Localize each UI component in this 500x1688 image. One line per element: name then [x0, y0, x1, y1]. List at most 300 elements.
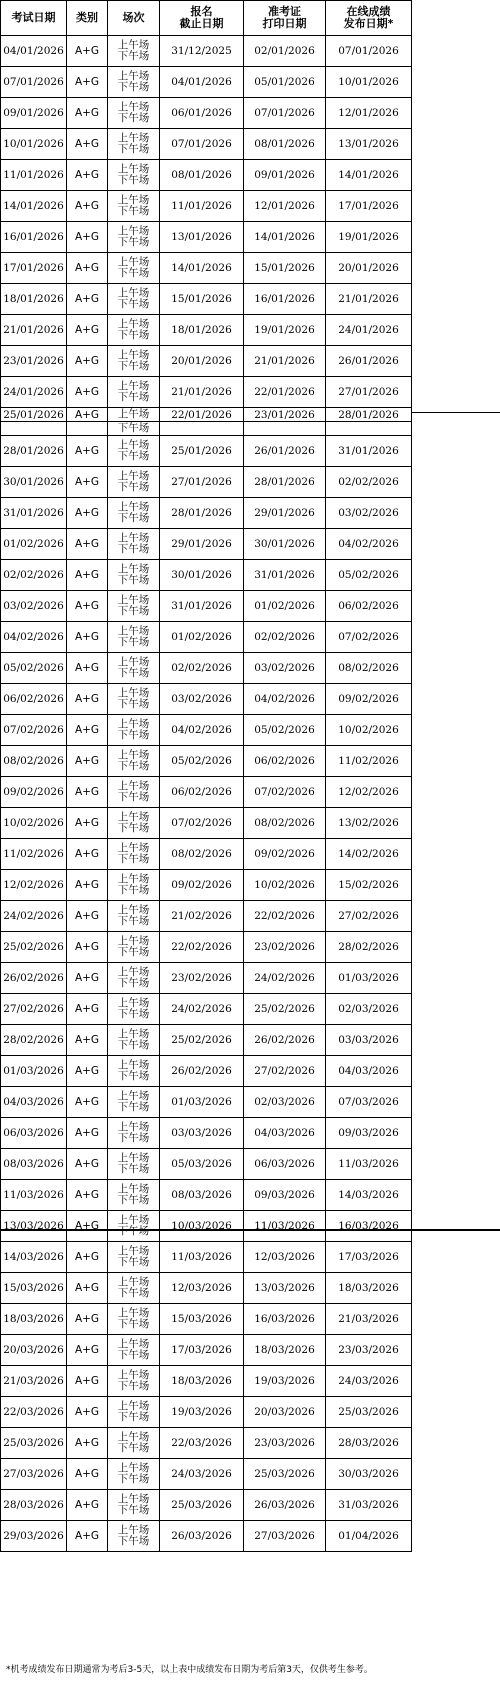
empty-cell	[326, 422, 412, 436]
session-am: 上午场	[117, 935, 150, 947]
table-row	[1, 1118, 412, 1149]
results-date-cell: 04/03/2026	[326, 1056, 412, 1087]
registration-deadline-cell: 27/01/2026	[160, 467, 244, 498]
table-row	[1, 560, 412, 591]
table-header-row	[1, 1, 412, 36]
session-cell	[108, 1149, 160, 1180]
exam-date-cell: 27/02/2026	[1, 994, 67, 1025]
admission-ticket-date-cell: 26/03/2026	[244, 1490, 326, 1521]
session-pm: 下午场	[117, 1504, 150, 1516]
table-row	[1, 808, 412, 839]
session-cell	[108, 1242, 160, 1273]
registration-deadline-cell: 08/02/2026	[160, 839, 244, 870]
table-row	[1, 1428, 412, 1459]
results-date-cell: 19/01/2026	[326, 222, 412, 253]
exam-date-cell: 14/03/2026	[1, 1242, 67, 1273]
header-line: 报名	[190, 5, 213, 18]
exam-date-cell: 20/03/2026	[1, 1335, 67, 1366]
results-date-cell: 13/02/2026	[326, 808, 412, 839]
results-date-cell: 21/01/2026	[326, 284, 412, 315]
table-row	[1, 191, 412, 222]
exam-date-cell: 18/01/2026	[1, 284, 67, 315]
exam-date-cell: 13/03/2026	[1, 1211, 67, 1242]
session-pm: 下午场	[117, 1473, 150, 1485]
session-cell	[108, 36, 160, 67]
admission-ticket-date-cell: 30/01/2026	[244, 529, 326, 560]
session-cell	[108, 1025, 160, 1056]
results-date-cell: 10/01/2026	[326, 67, 412, 98]
results-date-cell: 03/03/2026	[326, 1025, 412, 1056]
session-am: 上午场	[117, 225, 150, 237]
header-line: 截止日期	[179, 17, 224, 30]
registration-deadline-cell: 04/01/2026	[160, 67, 244, 98]
admission-ticket-date-cell: 04/03/2026	[244, 1118, 326, 1149]
category-cell: A+G	[67, 98, 108, 129]
results-date-cell: 25/03/2026	[326, 1397, 412, 1428]
exam-date-cell: 01/03/2026	[1, 1056, 67, 1087]
session-am: 上午场	[117, 163, 150, 175]
session-cell	[108, 994, 160, 1025]
exam-date-cell: 26/02/2026	[1, 963, 67, 994]
session-pm: 下午场	[117, 1225, 150, 1237]
exam-date-cell: 04/01/2026	[1, 36, 67, 67]
table-row	[1, 653, 412, 684]
registration-deadline-cell: 28/01/2026	[160, 498, 244, 529]
category-cell: A+G	[67, 684, 108, 715]
session-am: 上午场	[117, 70, 150, 82]
category-cell: A+G	[67, 560, 108, 591]
table-row	[1, 36, 412, 67]
admission-ticket-date-cell: 06/03/2026	[244, 1149, 326, 1180]
results-date-cell: 27/01/2026	[326, 377, 412, 408]
category-cell: A+G	[67, 1304, 108, 1335]
session-pm: 下午场	[117, 1535, 150, 1547]
category-cell: A+G	[67, 591, 108, 622]
table-row	[1, 1087, 412, 1118]
registration-deadline-cell: 05/03/2026	[160, 1149, 244, 1180]
session-am: 上午场	[117, 749, 150, 761]
exam-date-cell: 28/02/2026	[1, 1025, 67, 1056]
header-line: 发布日期*	[343, 17, 394, 30]
table-row	[1, 1459, 412, 1490]
session-am: 上午场	[117, 873, 150, 885]
admission-ticket-date-cell: 09/02/2026	[244, 839, 326, 870]
registration-deadline-cell: 30/01/2026	[160, 560, 244, 591]
session-cell	[108, 408, 160, 422]
session-pm: 下午场	[117, 1101, 150, 1113]
results-date-cell: 10/02/2026	[326, 715, 412, 746]
session-cell	[108, 1335, 160, 1366]
session-pm: 下午场	[117, 481, 150, 493]
session-am: 上午场	[117, 1462, 150, 1474]
session-cell	[108, 1118, 160, 1149]
session-cell	[108, 222, 160, 253]
category-cell: A+G	[67, 777, 108, 808]
category-cell: A+G	[67, 1428, 108, 1459]
registration-deadline-cell: 11/03/2026	[160, 1242, 244, 1273]
results-date-cell: 17/03/2026	[326, 1242, 412, 1273]
exam-date-cell: 04/02/2026	[1, 622, 67, 653]
session-cell	[108, 1521, 160, 1552]
session-am: 上午场	[117, 997, 150, 1009]
admission-ticket-date-cell: 23/02/2026	[244, 932, 326, 963]
category-cell: A+G	[67, 67, 108, 98]
results-date-cell: 31/03/2026	[326, 1490, 412, 1521]
table-row	[1, 870, 412, 901]
category-cell: A+G	[67, 901, 108, 932]
session-pm: 下午场	[117, 915, 150, 927]
table-row	[1, 529, 412, 560]
table-row	[1, 1273, 412, 1304]
session-pm: 下午场	[117, 1256, 150, 1268]
exam-date-cell: 22/03/2026	[1, 1397, 67, 1428]
session-cell	[108, 901, 160, 932]
table-row-continuation	[1, 422, 412, 436]
results-date-cell: 02/03/2026	[326, 994, 412, 1025]
results-date-cell: 21/03/2026	[326, 1304, 412, 1335]
empty-cell	[1, 422, 67, 436]
admission-ticket-date-cell: 16/01/2026	[244, 284, 326, 315]
header-line: 准考证	[268, 5, 301, 18]
registration-deadline-cell: 22/01/2026	[160, 408, 244, 422]
session-pm: 下午场	[117, 298, 150, 310]
exam-date-cell: 11/03/2026	[1, 1180, 67, 1211]
registration-deadline-cell: 26/03/2026	[160, 1521, 244, 1552]
exam-date-cell: 11/02/2026	[1, 839, 67, 870]
category-cell: A+G	[67, 994, 108, 1025]
admission-ticket-date-cell: 29/01/2026	[244, 498, 326, 529]
admission-ticket-date-cell: 07/02/2026	[244, 777, 326, 808]
admission-ticket-date-cell: 22/01/2026	[244, 377, 326, 408]
session-cell	[108, 529, 160, 560]
results-date-cell: 06/02/2026	[326, 591, 412, 622]
header-registration-deadline	[160, 1, 244, 36]
session-cell	[108, 808, 160, 839]
empty-cell	[67, 422, 108, 436]
exam-date-cell: 03/02/2026	[1, 591, 67, 622]
session-pm: 下午场	[117, 267, 150, 279]
admission-ticket-date-cell: 21/01/2026	[244, 346, 326, 377]
registration-deadline-cell: 07/02/2026	[160, 808, 244, 839]
session-pm: 下午场	[117, 1039, 150, 1051]
session-cell	[108, 684, 160, 715]
session-pm: 下午场	[117, 1194, 150, 1206]
session-am: 上午场	[117, 811, 150, 823]
session-cell	[108, 129, 160, 160]
session-cell	[108, 191, 160, 222]
session-am: 上午场	[117, 1183, 150, 1195]
session-am: 上午场	[117, 1214, 150, 1226]
exam-date-cell: 25/03/2026	[1, 1428, 67, 1459]
admission-ticket-date-cell: 05/01/2026	[244, 67, 326, 98]
session-pm: 下午场	[117, 1008, 150, 1020]
session-am: 上午场	[117, 194, 150, 206]
session-pm: 下午场	[117, 1070, 150, 1082]
session-pm: 下午场	[117, 977, 150, 989]
admission-ticket-date-cell: 02/03/2026	[244, 1087, 326, 1118]
registration-deadline-cell: 06/01/2026	[160, 98, 244, 129]
registration-deadline-cell: 07/01/2026	[160, 129, 244, 160]
exam-date-cell: 21/01/2026	[1, 315, 67, 346]
session-pm: 下午场	[117, 50, 150, 62]
category-cell: A+G	[67, 129, 108, 160]
results-date-cell: 12/01/2026	[326, 98, 412, 129]
session-am: 上午场	[117, 380, 150, 392]
session-cell	[108, 591, 160, 622]
results-date-cell: 07/01/2026	[326, 36, 412, 67]
results-date-cell: 24/03/2026	[326, 1366, 412, 1397]
results-date-cell: 12/02/2026	[326, 777, 412, 808]
header-online-results-date	[326, 1, 412, 36]
admission-ticket-date-cell: 28/01/2026	[244, 467, 326, 498]
session-pm: 下午场	[117, 636, 150, 648]
admission-ticket-date-cell: 16/03/2026	[244, 1304, 326, 1335]
session-am: 上午场	[117, 101, 150, 113]
session-pm: 下午场	[117, 543, 150, 555]
exam-date-cell: 16/01/2026	[1, 222, 67, 253]
exam-date-cell: 30/01/2026	[1, 467, 67, 498]
table-row	[1, 1490, 412, 1521]
results-date-cell: 09/03/2026	[326, 1118, 412, 1149]
admission-ticket-date-cell: 24/02/2026	[244, 963, 326, 994]
results-date-cell: 01/03/2026	[326, 963, 412, 994]
category-cell: A+G	[67, 529, 108, 560]
session-cell	[108, 98, 160, 129]
session-am: 上午场	[117, 256, 150, 268]
session-pm: 下午场	[117, 1380, 150, 1392]
session-pm: 下午场	[117, 698, 150, 710]
session-cell	[108, 1087, 160, 1118]
registration-deadline-cell: 19/03/2026	[160, 1397, 244, 1428]
exam-date-cell: 07/02/2026	[1, 715, 67, 746]
registration-deadline-cell: 20/01/2026	[160, 346, 244, 377]
results-date-cell: 27/02/2026	[326, 901, 412, 932]
registration-deadline-cell: 15/03/2026	[160, 1304, 244, 1335]
exam-date-cell: 10/01/2026	[1, 129, 67, 160]
registration-deadline-cell: 25/02/2026	[160, 1025, 244, 1056]
session-cell	[108, 1273, 160, 1304]
session-cell	[108, 653, 160, 684]
registration-deadline-cell: 24/02/2026	[160, 994, 244, 1025]
session-pm: 下午场	[117, 1287, 150, 1299]
admission-ticket-date-cell: 22/02/2026	[244, 901, 326, 932]
session-cell	[108, 932, 160, 963]
admission-ticket-date-cell: 19/01/2026	[244, 315, 326, 346]
session-cell	[108, 377, 160, 408]
table-row	[1, 222, 412, 253]
admission-ticket-date-cell: 12/03/2026	[244, 1242, 326, 1273]
results-date-cell: 28/01/2026	[326, 408, 412, 422]
exam-date-cell: 10/02/2026	[1, 808, 67, 839]
session-pm: 下午场	[117, 360, 150, 372]
results-date-cell: 02/02/2026	[326, 467, 412, 498]
session-am: 上午场	[117, 132, 150, 144]
exam-date-cell: 18/03/2026	[1, 1304, 67, 1335]
table-row	[1, 377, 412, 408]
table-row	[1, 622, 412, 653]
category-cell: A+G	[67, 870, 108, 901]
registration-deadline-cell: 25/03/2026	[160, 1490, 244, 1521]
results-date-cell: 14/03/2026	[326, 1180, 412, 1211]
category-cell: A+G	[67, 1273, 108, 1304]
session-am: 上午场	[117, 1245, 150, 1257]
registration-deadline-cell: 21/02/2026	[160, 901, 244, 932]
registration-deadline-cell: 06/02/2026	[160, 777, 244, 808]
results-date-cell: 07/02/2026	[326, 622, 412, 653]
session-am: 上午场	[117, 1524, 150, 1536]
admission-ticket-date-cell: 23/03/2026	[244, 1428, 326, 1459]
session-am: 上午场	[117, 470, 150, 482]
admission-ticket-date-cell: 14/01/2026	[244, 222, 326, 253]
session-am: 上午场	[117, 780, 150, 792]
session-am: 上午场	[117, 408, 150, 420]
results-date-cell: 11/03/2026	[326, 1149, 412, 1180]
table-row	[1, 315, 412, 346]
session-am: 上午场	[117, 1338, 150, 1350]
table-row	[1, 1335, 412, 1366]
category-cell: A+G	[67, 284, 108, 315]
exam-date-cell: 29/03/2026	[1, 1521, 67, 1552]
table-body	[1, 36, 412, 1552]
registration-deadline-cell: 31/12/2025	[160, 36, 244, 67]
session-cell	[108, 160, 160, 191]
registration-deadline-cell: 22/02/2026	[160, 932, 244, 963]
registration-deadline-cell: 01/03/2026	[160, 1087, 244, 1118]
session-pm: 下午场	[117, 791, 150, 803]
admission-ticket-date-cell: 03/02/2026	[244, 653, 326, 684]
session-cell	[108, 715, 160, 746]
session-cell	[108, 1211, 160, 1242]
table-row	[1, 901, 412, 932]
category-cell: A+G	[67, 1459, 108, 1490]
table-row	[1, 1056, 412, 1087]
admission-ticket-date-cell: 02/01/2026	[244, 36, 326, 67]
results-date-cell: 05/02/2026	[326, 560, 412, 591]
divider-line	[411, 412, 500, 413]
registration-deadline-cell: 29/01/2026	[160, 529, 244, 560]
exam-date-cell: 02/02/2026	[1, 560, 67, 591]
table-row	[1, 436, 412, 467]
results-date-cell: 20/01/2026	[326, 253, 412, 284]
admission-ticket-date-cell: 25/02/2026	[244, 994, 326, 1025]
category-cell: A+G	[67, 1490, 108, 1521]
admission-ticket-date-cell: 19/03/2026	[244, 1366, 326, 1397]
header-line: 在线成绩	[346, 5, 391, 18]
session-am: 上午场	[117, 687, 150, 699]
registration-deadline-cell: 08/03/2026	[160, 1180, 244, 1211]
category-cell: A+G	[67, 653, 108, 684]
admission-ticket-date-cell: 07/01/2026	[244, 98, 326, 129]
exam-date-cell: 06/03/2026	[1, 1118, 67, 1149]
exam-date-cell: 21/03/2026	[1, 1366, 67, 1397]
exam-date-cell: 14/01/2026	[1, 191, 67, 222]
exam-date-cell: 11/01/2026	[1, 160, 67, 191]
exam-date-cell: 08/03/2026	[1, 1149, 67, 1180]
session-cell	[108, 963, 160, 994]
exam-date-cell: 05/02/2026	[1, 653, 67, 684]
table-row	[1, 1211, 412, 1242]
session-am: 上午场	[117, 718, 150, 730]
session-am: 上午场	[117, 904, 150, 916]
registration-deadline-cell: 18/03/2026	[160, 1366, 244, 1397]
category-cell: A+G	[67, 1397, 108, 1428]
admission-ticket-date-cell: 15/01/2026	[244, 253, 326, 284]
registration-deadline-cell: 03/03/2026	[160, 1118, 244, 1149]
session-am: 上午场	[117, 1276, 150, 1288]
category-cell: A+G	[67, 963, 108, 994]
category-cell: A+G	[67, 1025, 108, 1056]
session-pm: 下午场	[117, 1163, 150, 1175]
category-cell: A+G	[67, 1521, 108, 1552]
session-cell	[108, 315, 160, 346]
session-cell	[108, 622, 160, 653]
registration-deadline-cell: 08/01/2026	[160, 160, 244, 191]
session-am: 上午场	[117, 966, 150, 978]
session-cell	[108, 560, 160, 591]
category-cell: A+G	[67, 808, 108, 839]
session-pm: 下午场	[117, 112, 150, 124]
category-cell: A+G	[67, 346, 108, 377]
session-am: 上午场	[117, 1493, 150, 1505]
registration-deadline-cell: 01/02/2026	[160, 622, 244, 653]
results-date-cell: 11/02/2026	[326, 746, 412, 777]
registration-deadline-cell: 24/03/2026	[160, 1459, 244, 1490]
table-row	[1, 994, 412, 1025]
table-row	[1, 1242, 412, 1273]
session-am: 上午场	[117, 1090, 150, 1102]
exam-date-cell: 15/03/2026	[1, 1273, 67, 1304]
table-row	[1, 1521, 412, 1552]
session-pm: 下午场	[117, 512, 150, 524]
exam-date-cell: 28/03/2026	[1, 1490, 67, 1521]
header-session: 场次	[108, 1, 160, 36]
results-date-cell: 16/03/2026	[326, 1211, 412, 1242]
session-cell	[108, 422, 160, 436]
table-row	[1, 715, 412, 746]
exam-date-cell: 12/02/2026	[1, 870, 67, 901]
registration-deadline-cell: 10/03/2026	[160, 1211, 244, 1242]
session-am: 上午场	[117, 842, 150, 854]
session-cell	[108, 870, 160, 901]
results-date-cell: 09/02/2026	[326, 684, 412, 715]
admission-ticket-date-cell: 05/02/2026	[244, 715, 326, 746]
session-cell	[108, 1490, 160, 1521]
category-cell: A+G	[67, 408, 108, 422]
registration-deadline-cell: 22/03/2026	[160, 1428, 244, 1459]
results-date-cell: 04/02/2026	[326, 529, 412, 560]
session-pm: 下午场	[117, 605, 150, 617]
session-am: 上午场	[117, 1121, 150, 1133]
results-date-cell: 28/02/2026	[326, 932, 412, 963]
table-row	[1, 67, 412, 98]
exam-date-cell: 24/01/2026	[1, 377, 67, 408]
session-pm: 下午场	[117, 884, 150, 896]
category-cell: A+G	[67, 1335, 108, 1366]
session-pm: 下午场	[117, 1411, 150, 1423]
registration-deadline-cell: 12/03/2026	[160, 1273, 244, 1304]
registration-deadline-cell: 23/02/2026	[160, 963, 244, 994]
results-date-cell: 18/03/2026	[326, 1273, 412, 1304]
table-row	[1, 498, 412, 529]
table-row	[1, 98, 412, 129]
session-am: 上午场	[117, 318, 150, 330]
table-row	[1, 408, 412, 422]
registration-deadline-cell: 11/01/2026	[160, 191, 244, 222]
session-am: 上午场	[117, 1400, 150, 1412]
session-am: 上午场	[117, 1059, 150, 1071]
admission-ticket-date-cell: 26/01/2026	[244, 436, 326, 467]
session-am: 上午场	[117, 1431, 150, 1443]
